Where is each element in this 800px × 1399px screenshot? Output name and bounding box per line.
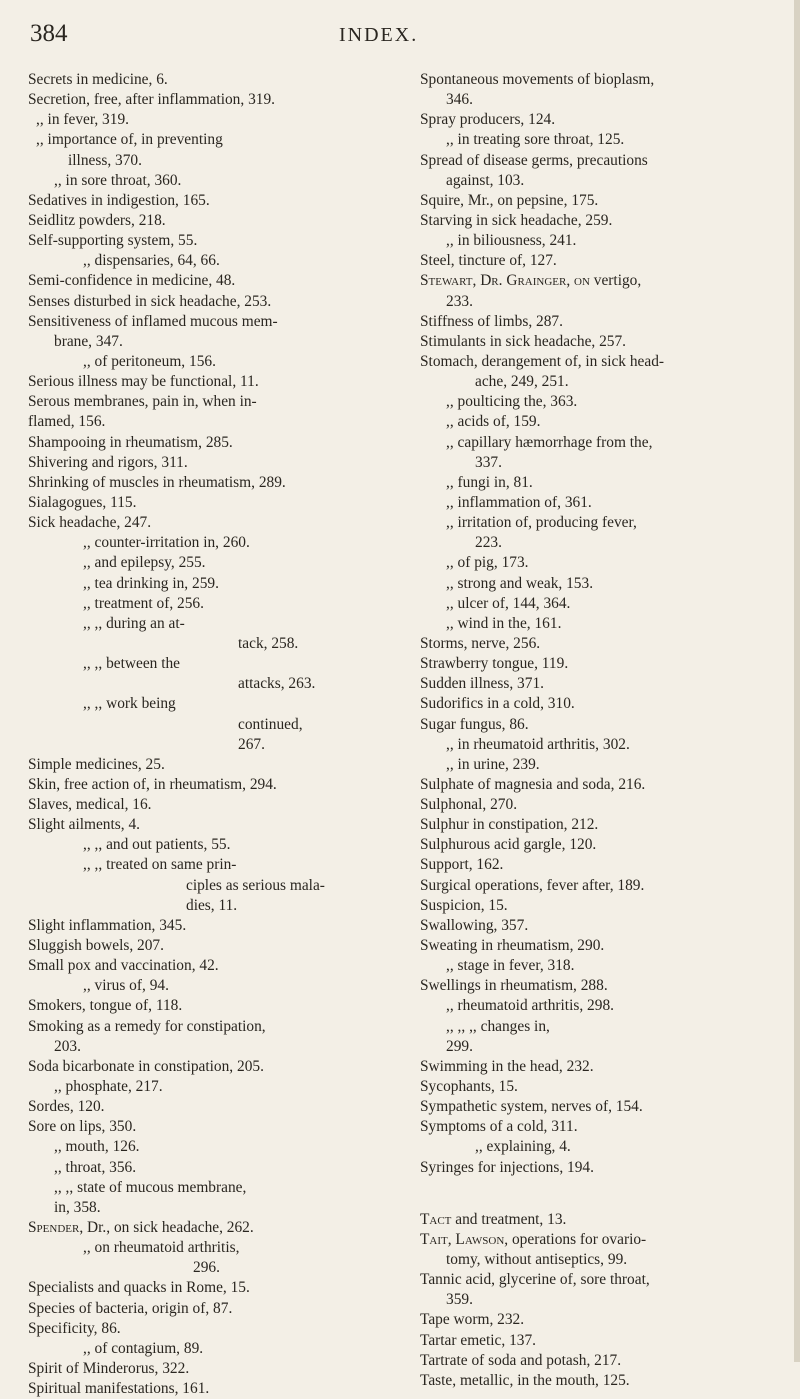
index-entry: ,, capillary hæmorrhage from the, — [446, 433, 653, 451]
index-entry: Smokers, tongue of, 118. — [28, 997, 183, 1015]
index-entry: ,, ,, state of mucous membrane, — [54, 1178, 247, 1196]
index-entry: Semi-confidence in medicine, 48. — [28, 272, 236, 290]
entry-smallcaps-lead: Tact — [420, 1210, 452, 1228]
index-entry: Starving in sick headache, 259. — [420, 211, 613, 229]
index-entry: ,, of pig, 173. — [446, 554, 529, 572]
index-entry: ,, treatment of, 256. — [83, 594, 204, 612]
index-entry: ,, ,, between the — [83, 655, 181, 673]
index-entry: ,, acids of, 159. — [446, 413, 541, 431]
index-entry: ,, in rheumatoid arthritis, 302. — [446, 735, 630, 753]
index-entry: ,, and epilepsy, 255. — [83, 554, 206, 572]
index-entry: Secretion, free, after inflammation, 319. — [28, 91, 276, 109]
index-entry: 233. — [446, 292, 473, 310]
index-entry: 267. — [238, 735, 265, 753]
index-entry: ,, poulticing the, 363. — [446, 393, 578, 411]
index-entry: Self-supporting system, 55. — [28, 232, 198, 250]
index-entry: Sweating in rheumatism, 290. — [420, 937, 605, 955]
index-entry: Stimulants in sick headache, 257. — [420, 332, 627, 350]
index-entry: ,, ,, during an at- — [83, 614, 185, 632]
index-entry: Strawberry tongue, 119. — [420, 655, 569, 673]
index-entry: Tannic acid, glycerine of, sore throat, — [420, 1271, 650, 1289]
index-entry: Sudorifics in a cold, 310. — [420, 695, 575, 713]
index-entry: Sore on lips, 350. — [28, 1118, 137, 1136]
index-entry: Swimming in the head, 232. — [420, 1057, 594, 1075]
page-edge — [794, 0, 800, 1362]
index-entry: Spontaneous movements of bioplasm, — [420, 71, 655, 88]
index-entry: ,, in urine, 239. — [446, 755, 540, 773]
index-entry: Spiritual manifestations, 161. — [28, 1380, 210, 1398]
index-entry: Syringes for injections, 194. — [420, 1158, 594, 1176]
index-entry: Sluggish bowels, 207. — [28, 937, 164, 955]
index-entry: Sulphate of magnesia and soda, 216. — [420, 775, 646, 793]
index-entry: Support, 162. — [420, 856, 504, 874]
index-entry: Specificity, 86. — [28, 1319, 121, 1337]
index-entry: tomy, without antiseptics, 99. — [446, 1251, 628, 1269]
index-column-right — [420, 70, 782, 1391]
index-entry: Smoking as a remedy for constipation, — [28, 1017, 266, 1035]
index-entry: ,, strong and weak, 153. — [446, 574, 594, 592]
index-entry: Slight inflammation, 345. — [28, 916, 187, 934]
index-entry: Squire, Mr., on pepsine, 175. — [420, 191, 599, 209]
index-entry: Sulphur in constipation, 212. — [420, 816, 599, 834]
index-entry: Steel, tincture of, 127. — [420, 252, 557, 270]
entry-smallcaps-lead: Tait, Lawson — [420, 1230, 505, 1248]
index-entry: ,, ulcer of, 144, 364. — [446, 594, 571, 612]
index-entry: continued, — [238, 715, 303, 733]
index-entry: Serous membranes, pain in, when in- — [28, 393, 257, 411]
index-entry: Tartar emetic, 137. — [420, 1331, 537, 1349]
index-entry: 296. — [193, 1259, 220, 1277]
index-entry: Symptoms of a cold, 311. — [420, 1118, 578, 1136]
index-entry: ,, of contagium, 89. — [83, 1339, 204, 1357]
index-entry: Storms, nerve, 256. — [420, 634, 541, 652]
index-entry: 223. — [475, 534, 502, 552]
index-entry: Suspicion, 15. — [420, 896, 508, 914]
index-entry: Shrinking of muscles in rheumatism, 289. — [28, 473, 286, 491]
index-entry: dies, 11. — [186, 896, 238, 914]
index-entry — [420, 1230, 782, 1250]
running-head: INDEX. — [339, 24, 419, 46]
index-entry: brane, 347. — [54, 332, 123, 350]
index-entry: ,, throat, 356. — [54, 1158, 137, 1176]
page-number: 384 — [30, 20, 68, 47]
index-entry: Sulphonal, 270. — [420, 796, 518, 814]
index-entry: ,, rheumatoid arthritis, 298. — [446, 997, 614, 1015]
section-gap — [420, 1178, 782, 1210]
index-entry: 299. — [446, 1037, 473, 1055]
index-entry: Secrets in medicine, 6. — [28, 71, 168, 88]
index-entry: ,, wind in the, 161. — [446, 614, 562, 632]
index-entry: Shampooing in rheumatism, 285. — [28, 433, 233, 451]
index-entry: Soda bicarbonate in constipation, 205. — [28, 1057, 264, 1075]
index-entry: Sympathetic system, nerves of, 154. — [420, 1098, 643, 1116]
index-entry: ,, virus of, 94. — [83, 977, 169, 995]
index-entry: ,, counter-irritation in, 260. — [83, 534, 250, 552]
index-entry — [28, 1218, 398, 1238]
index-entry: Skin, free action of, in rheumatism, 294. — [28, 775, 277, 793]
index-entry: Seidlitz powders, 218. — [28, 211, 166, 229]
index-entry: ,, in fever, 319. — [36, 111, 129, 129]
index-entry: Slaves, medical, 16. — [28, 796, 152, 814]
index-entry: Sick headache, 247. — [28, 514, 152, 532]
index-entry: ,, dispensaries, 64, 66. — [83, 252, 220, 270]
index-entry: illness, 370. — [68, 151, 142, 169]
index-entry: Swallowing, 357. — [420, 916, 529, 934]
index-entry — [420, 271, 782, 291]
index-entry: ,, tea drinking in, 259. — [83, 574, 219, 592]
entry-rest: and treatment, 13. — [451, 1210, 567, 1228]
index-entry: Specialists and quacks in Rome, 15. — [28, 1279, 250, 1297]
index-entry: Serious illness may be functional, 11. — [28, 373, 259, 391]
index-entry: ,, stage in fever, 318. — [446, 957, 575, 975]
index-entry: Sensitiveness of inflamed mucous mem- — [28, 312, 278, 330]
index-entry: Swellings in rheumatism, 288. — [420, 977, 608, 995]
index-entry: Sugar fungus, 86. — [420, 715, 529, 733]
index-entry: 346. — [446, 91, 473, 109]
index-entry: Sialagogues, 115. — [28, 493, 137, 511]
entry-rest: vertigo, — [589, 272, 642, 290]
index-entry: Shivering and rigors, 311. — [28, 453, 188, 471]
index-entry: Sudden illness, 371. — [420, 675, 544, 693]
index-entry: Species of bacteria, origin of, 87. — [28, 1299, 233, 1317]
index-entry: Simple medicines, 25. — [28, 755, 165, 773]
index-entry: 359. — [446, 1291, 473, 1309]
entry-rest: , Dr., on sick headache, 262. — [79, 1219, 254, 1237]
index-entry: ache, 249, 251. — [475, 373, 569, 391]
entry-smallcaps-lead: Spender — [28, 1219, 80, 1237]
index-entry: ,, fungi in, 81. — [446, 473, 533, 491]
index-entry: ,, irritation of, producing fever, — [446, 514, 637, 532]
index-entry: Spray producers, 124. — [420, 111, 556, 129]
index-entry: ,, ,, ,, changes in, — [446, 1017, 550, 1035]
index-entry: ,, phosphate, 217. — [54, 1078, 163, 1096]
index-entry: Slight ailments, 4. — [28, 816, 141, 834]
index-entry: Spread of disease germs, precautions — [420, 151, 648, 169]
index-entry: Stiffness of limbs, 287. — [420, 312, 563, 330]
index-entry: ,, inflammation of, 361. — [446, 493, 592, 511]
entry-smallcaps-lead: Stewart, Dr. Grainger, on — [420, 272, 590, 290]
index-entry: Senses disturbed in sick headache, 253. — [28, 292, 272, 310]
index-entry: ,, in sore throat, 360. — [54, 171, 182, 189]
index-entry: tack, 258. — [238, 634, 299, 652]
index-entry: ,, of peritoneum, 156. — [83, 352, 216, 370]
index-entry: ,, mouth, 126. — [54, 1138, 140, 1156]
index-entry: ,, on rheumatoid arthritis, — [83, 1239, 240, 1257]
index-entry: Stomach, derangement of, in sick head- — [420, 352, 665, 370]
index-entry: Tartrate of soda and potash, 217. — [420, 1351, 622, 1369]
index-entry: Sulphurous acid gargle, 120. — [420, 836, 597, 854]
index-entry: Sedatives in indigestion, 165. — [28, 191, 210, 209]
index-entry: ,, ,, and out patients, 55. — [83, 836, 231, 854]
index-entry: Surgical operations, fever after, 189. — [420, 876, 645, 894]
index-column-left — [28, 70, 398, 1399]
index-entry: Taste, metallic, in the mouth, 125. — [420, 1371, 630, 1389]
index-entry: ,, explaining, 4. — [475, 1138, 571, 1156]
index-entry: Spirit of Minderorus, 322. — [28, 1360, 190, 1377]
index-entry: ,, in treating sore throat, 125. — [446, 131, 625, 149]
index-entry: Small pox and vaccination, 42. — [28, 957, 219, 975]
index-entry: Tape worm, 232. — [420, 1311, 525, 1329]
index-entry: 203. — [54, 1037, 81, 1055]
index-entry — [420, 1210, 782, 1230]
index-entry: ,, importance of, in preventing — [36, 131, 223, 149]
index-entry: attacks, 263. — [238, 675, 316, 693]
index-entry: ,, ,, work being — [83, 695, 176, 713]
index-entry: in, 358. — [54, 1198, 101, 1216]
index-entry: Sycophants, 15. — [420, 1078, 518, 1096]
index-entry: 337. — [475, 453, 502, 471]
index-entry: ,, ,, treated on same prin- — [83, 856, 237, 874]
index-entry: against, 103. — [446, 171, 525, 189]
index-entry: Sordes, 120. — [28, 1098, 105, 1116]
index-entry: flamed, 156. — [28, 413, 106, 431]
index-entry: ,, in biliousness, 241. — [446, 232, 577, 250]
index-entry: ciples as serious mala- — [186, 876, 325, 894]
entry-rest: , operations for ovario- — [504, 1230, 647, 1248]
